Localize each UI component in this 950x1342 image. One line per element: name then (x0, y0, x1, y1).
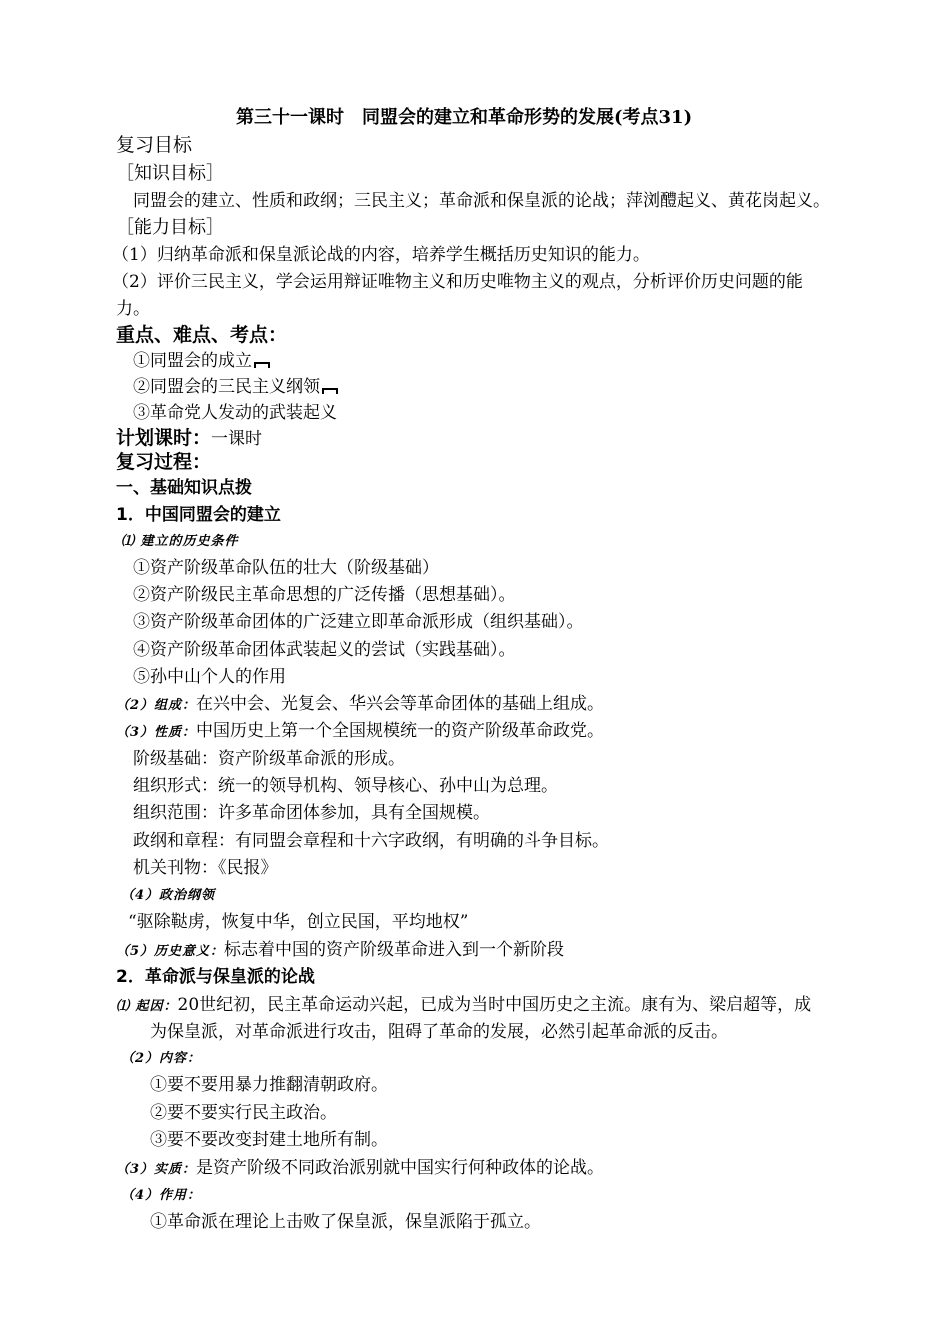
s1-1-item-4: ④资产阶级革命团体武装起义的尝试（实践基础）。 (133, 640, 516, 660)
s1-1-item-5: ⑤孙中山个人的作用 (133, 667, 286, 687)
s2-4-label: （4）作用： (121, 1188, 202, 1203)
text-mark-icon (254, 362, 270, 368)
heading-process: 复习过程： (116, 451, 212, 473)
s1-4-text: “驱除鞑虏，恢复中华，创立民国，平均地权” (128, 912, 469, 932)
s2-2-item-1: ①要不要用暴力推翻清朝政府。 (150, 1075, 388, 1095)
ability-goal-2: （2）评价三民主义，学会运用辩证唯物主义和历史唯物主义的观点，分析评价历史问题的能 (112, 272, 803, 292)
s1-1-item-2: ②资产阶级民主革命思想的广泛传播（思想基础）。 (133, 585, 516, 605)
s2-2-item-3: ③要不要改变封建土地所有制。 (150, 1130, 388, 1150)
key-point-1: ①同盟会的成立 (133, 348, 270, 374)
text-mark-icon (322, 388, 338, 394)
s1-1-label: ⑴ 建立的历史条件 (121, 534, 239, 549)
s2-1-line: ⑴ 起因：20世纪初，民主革命运动兴起，已成为当时中国历史之主流。康有为、梁启超等，成 (116, 995, 812, 1015)
section-1-heading: 一、基础知识点拨 (116, 478, 252, 498)
s2-1-cont: 为保皇派，对革命派进行攻击，阻碍了革命的发展，必然引起革命派的反击。 (150, 1022, 728, 1042)
ability-goal-label: ［能力目标］ (116, 217, 224, 238)
s1-3-item-3: 组织范围：许多革命团体参加，具有全国规模。 (133, 803, 490, 823)
page-title: 第三十一课时 同盟会的建立和革命形势的发展(考点31) (236, 107, 693, 128)
s1-4-label: （4）政治纲领 (121, 888, 216, 903)
s2-4-item-1: ①革命派在理论上击败了保皇派，保皇派陷于孤立。 (150, 1212, 541, 1232)
s1-title: 1．中国同盟会的建立 (116, 505, 281, 525)
ability-goal-2-cont: 力。 (116, 299, 150, 319)
knowledge-goal-text: 同盟会的建立、性质和政纲；三民主义；革命派和保皇派的论战；萍浏醴起义、黄花岗起义。 (133, 191, 830, 211)
s1-1-item-1: ①资产阶级革命队伍的壮大（阶级基础） (133, 558, 439, 578)
s1-3-item-5: 机关刊物：《民报》 (133, 858, 278, 878)
s1-5-line: （5）历史意义：标志着中国的资产阶级革命进入到一个新阶段 (116, 940, 565, 960)
s2-title: 2．革命派与保皇派的论战 (116, 967, 315, 987)
s1-3-item-4: 政纲和章程：有同盟会章程和十六字政纲，有明确的斗争目标。 (133, 831, 609, 851)
key-point-3: ③革命党人发动的武装起义 (133, 403, 337, 423)
heading-review-goals: 复习目标 (116, 134, 193, 156)
s1-3-line: （3）性质：中国历史上第一个全国规模统一的资产阶级革命政党。 (116, 721, 605, 741)
s1-2-line: （2）组成：在兴中会、光复会、华兴会等革命团体的基础上组成。 (116, 694, 605, 714)
s2-3-line: （3）实质：是资产阶级不同政治派别就中国实行何种政体的论战。 (116, 1158, 605, 1178)
key-point-2: ②同盟会的三民主义纲领 (133, 374, 338, 400)
knowledge-goal-label: ［知识目标］ (116, 163, 224, 184)
plan-line: 计划课时：一课时 (116, 427, 263, 449)
s2-2-label: （2）内容： (121, 1051, 202, 1066)
s1-1-item-3: ③资产阶级革命团体的广泛建立即革命派形成（组织基础）。 (133, 612, 584, 632)
heading-key-points: 重点、难点、考点： (116, 324, 288, 346)
s1-3-item-2: 组织形式：统一的领导机构、领导核心、孙中山为总理。 (133, 776, 558, 796)
ability-goal-1: （1）归纳革命派和保皇派论战的内容，培养学生概括历史知识的能力。 (112, 245, 650, 265)
s2-2-item-2: ②要不要实行民主政治。 (150, 1103, 337, 1123)
s1-3-item-1: 阶级基础：资产阶级革命派的形成。 (133, 749, 405, 769)
